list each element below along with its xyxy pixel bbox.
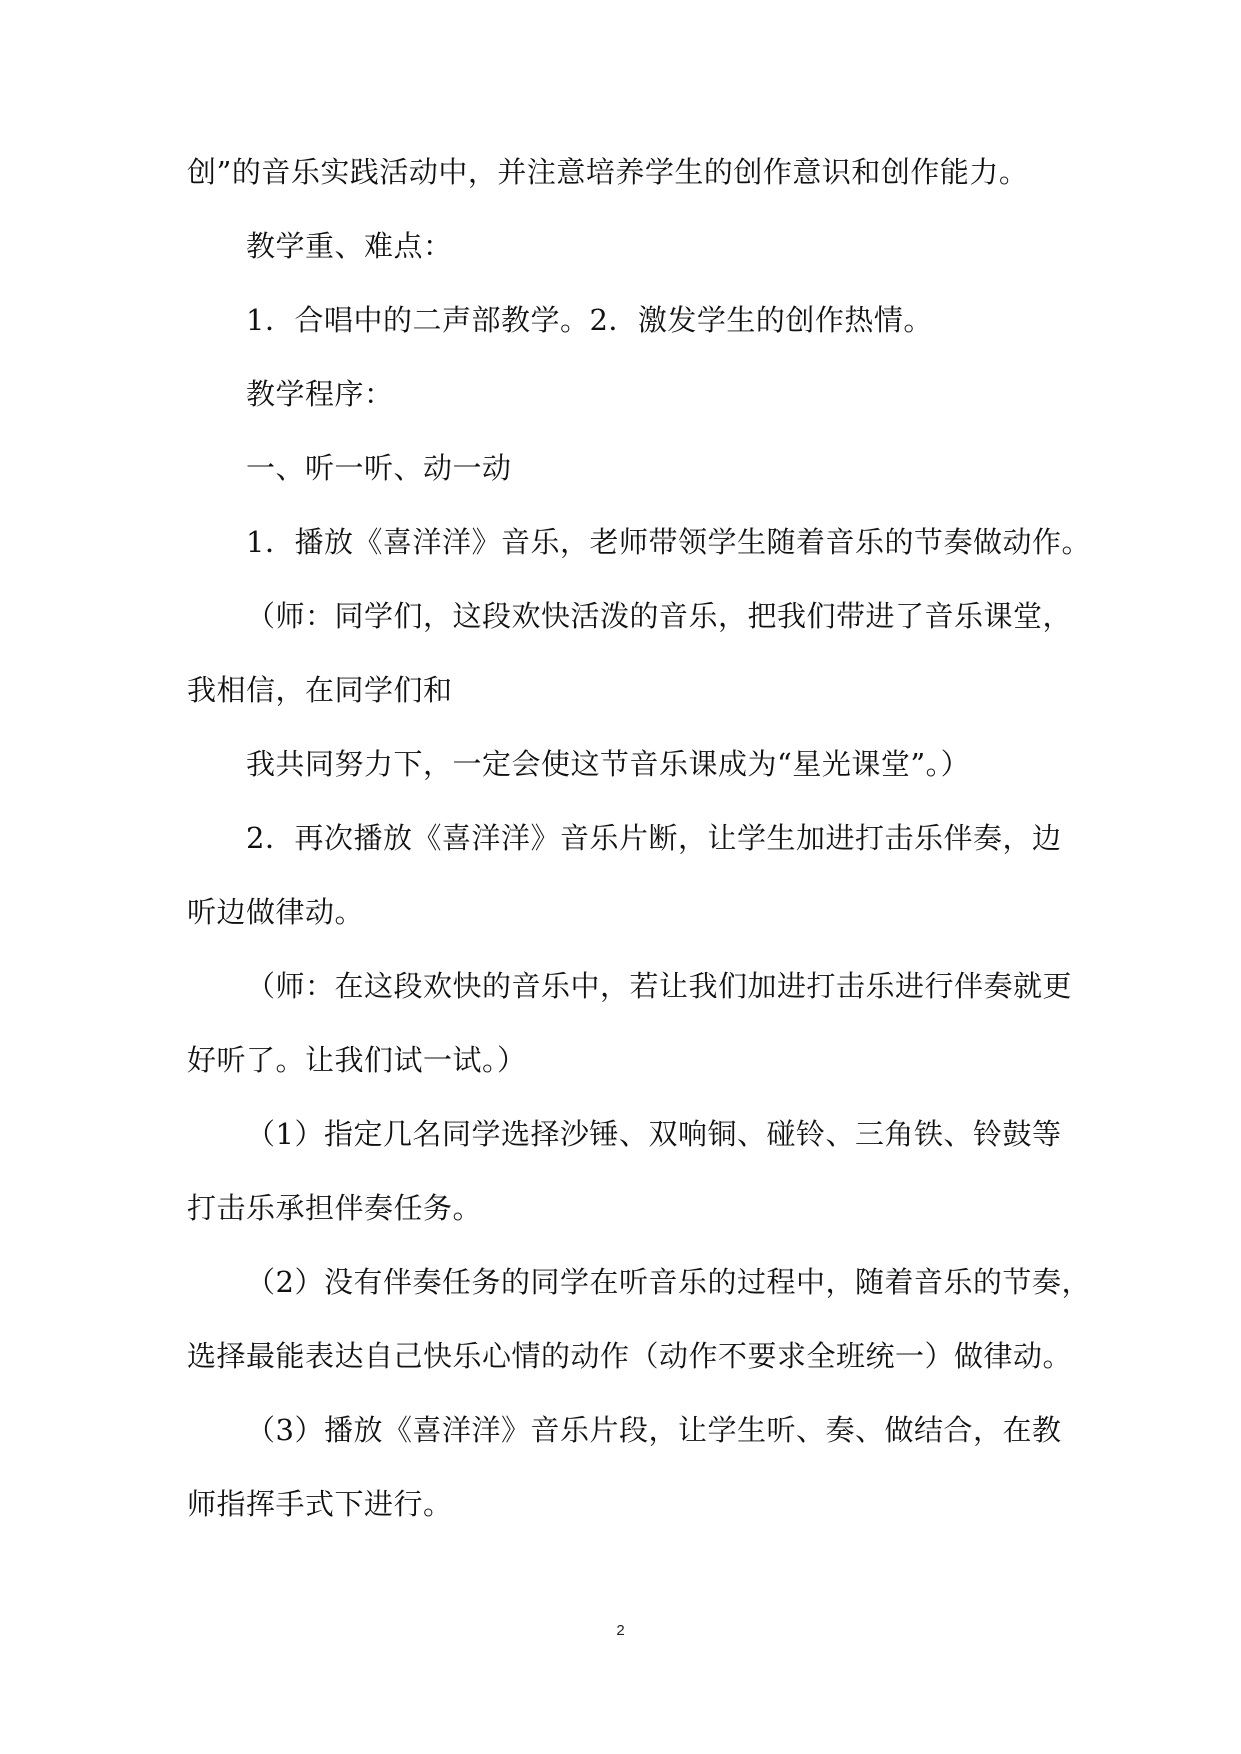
text-line: 我相信，在同学们和 — [187, 673, 453, 707]
text-line: 我共同努力下，一定会使这节音乐课成为“星光课堂”。） — [246, 747, 971, 781]
text-line: （3）播放《喜洋洋》音乐片段，让学生听、奏、做结合，在教 — [246, 1413, 1062, 1447]
section-heading: 教学重、难点： — [246, 229, 453, 263]
text-line: 1．播放《喜洋洋》音乐，老师带领学生随着音乐的节奏做动作。 — [246, 525, 1091, 559]
text-line: 选择最能表达自己快乐心情的动作（动作不要求全班统一）做律动。 — [187, 1339, 1073, 1373]
text-line: （1）指定几名同学选择沙锤、双响铜、碰铃、三角铁、铃鼓等 — [246, 1117, 1062, 1151]
text-line: 打击乐承担伴奏任务。 — [187, 1191, 483, 1225]
text-line: （2）没有伴奏任务的同学在听音乐的过程中，随着音乐的节奏， — [246, 1265, 1091, 1299]
text-line: （师：在这段欢快的音乐中，若让我们加进打击乐进行伴奏就更 — [246, 969, 1073, 1003]
text-line: （师：同学们，这段欢快活泼的音乐，把我们带进了音乐课堂， — [246, 599, 1073, 633]
text-line: 1．合唱中的二声部教学。2．激发学生的创作热情。 — [246, 303, 933, 337]
page-number: 2 — [616, 1622, 625, 1639]
text-line: 听边做律动。 — [187, 895, 365, 929]
text-line: 师指挥手式下进行。 — [187, 1487, 453, 1521]
text-line: 创”的音乐实践活动中，并注意培养学生的创作意识和创作能力。 — [187, 155, 1029, 189]
section-heading: 一、听一听、动一动 — [246, 451, 512, 485]
text-line: 好听了。让我们试一试。） — [187, 1043, 527, 1077]
section-heading: 教学程序： — [246, 377, 394, 411]
text-line: 2．再次播放《喜洋洋》音乐片断，让学生加进打击乐伴奏，边 — [246, 821, 1062, 855]
